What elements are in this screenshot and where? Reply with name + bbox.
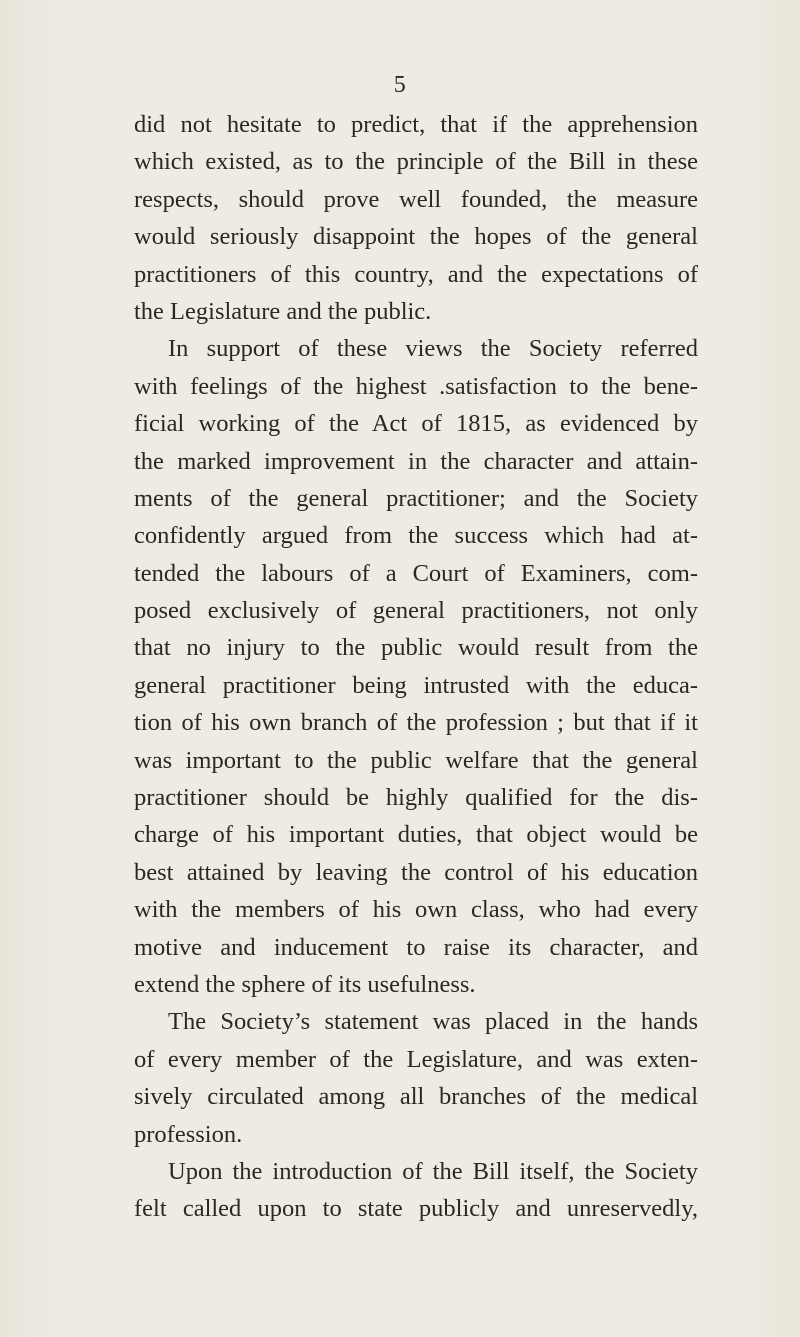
text-line: motive and inducement to raise its character, and <box>134 933 698 961</box>
text-line: felt called upon to state publicly and unreservedly, <box>134 1195 698 1223</box>
text-line: which existed, as to the principle of the Bill in these <box>134 148 698 176</box>
text-line: ments of the general practitioner; and the Society <box>134 484 698 512</box>
text-line: that no injury to the public would result from the <box>134 634 698 662</box>
text-line: extend the sphere of its usefulness. <box>134 970 476 998</box>
text-line: with the members of his own class, who had every <box>134 896 698 924</box>
text-line: of every member of the Legislature, and was exten- <box>134 1045 698 1073</box>
text-line: with feelings of the highest .satisfaction to the bene- <box>134 372 698 400</box>
text-line: the marked improvement in the character and attain- <box>134 447 698 475</box>
text-line: did not hesitate to predict, that if the apprehension <box>134 111 698 138</box>
text-line: the Legislature and the public. <box>134 297 432 325</box>
text-line: respects, should prove well founded, the measure <box>134 185 698 213</box>
text-line: confidently argued from the success which had at- <box>134 522 698 550</box>
text-line: general practitioner being intrusted with the educa- <box>134 671 698 699</box>
page-number: 5 <box>393 72 407 98</box>
text-line: was important to the public welfare that the general <box>134 746 698 774</box>
text-line: charge of his important duties, that object would be <box>134 821 698 849</box>
body-text <box>134 106 698 1228</box>
text-line: ficial working of the Act of 1815, as evidenced by <box>134 410 698 438</box>
text-line: tended the labours of a Court of Examiners, com- <box>134 559 698 587</box>
text-line: would seriously disappoint the hopes of the general <box>134 223 698 251</box>
text-line: Upon the introduction of the Bill itself, the Society <box>168 1157 698 1185</box>
text-line: profession. <box>134 1120 243 1148</box>
text-line: posed exclusively of general practitioners, not only <box>134 597 698 625</box>
text-line: The Society’s statement was placed in the hands <box>168 1008 698 1036</box>
text-line: tion of his own branch of the profession ; but that if it <box>134 709 698 737</box>
text-line: practitioners of this country, and the expectations of <box>134 260 698 288</box>
text-line: best attained by leaving the control of his education <box>134 858 698 886</box>
text-line: sively circulated among all branches of the medical <box>134 1083 698 1111</box>
text-line: practitioner should be highly qualified for the dis- <box>134 784 698 812</box>
text-line: In support of these views the Society referred <box>168 335 698 363</box>
